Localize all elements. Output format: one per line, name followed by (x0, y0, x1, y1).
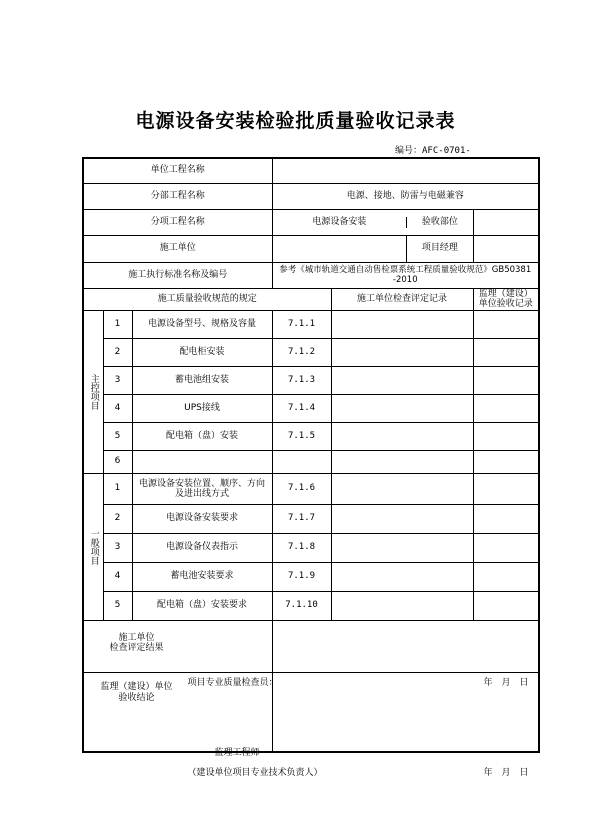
standard-label: 施工执行标准名称及编号 (83, 262, 272, 288)
supervisor-header-line1: 监理（建设） (478, 289, 533, 299)
main-item-clause (272, 450, 331, 473)
standard-row (83, 262, 539, 288)
page-title: 电源设备安装检验批质量验收记录表 (135, 110, 456, 132)
main-item-name (132, 450, 272, 473)
general-item-clause: 7.1.9 (272, 562, 331, 591)
constructor-row (83, 235, 539, 262)
general-item-constructor-record[interactable] (331, 562, 473, 591)
spec-header: 施工质量验收规范的规定 (83, 288, 331, 310)
main-item-clause: 7.1.1 (272, 310, 331, 338)
main-item-supervisor-record[interactable] (473, 366, 539, 394)
constructor-eval-label-line2: 检查评定结果 (109, 643, 164, 653)
subitem-cell (272, 209, 473, 235)
inspector-label: 项目专业质量检查员： (187, 678, 278, 688)
general-item-supervisor-record[interactable] (473, 504, 539, 533)
main-item-no: 6 (103, 450, 132, 473)
general-item-constructor-record[interactable] (331, 504, 473, 533)
main-item-supervisor-record[interactable] (473, 450, 539, 473)
general-item-supervisor-record[interactable] (473, 591, 539, 620)
main-item-constructor-record[interactable] (331, 366, 473, 394)
main-item-supervisor-record[interactable] (473, 310, 539, 338)
division-label: 分部工程名称 (83, 183, 272, 209)
standard-value-line2: -2010 (392, 275, 418, 285)
main-item-row (83, 366, 539, 394)
general-item-name-line2: 及进出线方式 (175, 488, 230, 499)
supervisor-eval-label-line2: 验收结论 (118, 692, 155, 703)
main-item-name: UPS接线 (132, 394, 272, 422)
main-item-constructor-record[interactable] (331, 422, 473, 450)
division-row (83, 183, 539, 209)
general-item-no: 5 (103, 591, 132, 620)
general-item-clause: 7.1.10 (272, 591, 331, 620)
main-item-constructor-record[interactable] (331, 450, 473, 473)
form-code (395, 143, 471, 156)
supervisor-header-line2: 单位验收记录 (478, 299, 533, 309)
constructor-record-header: 施工单位检查评定记录 (331, 288, 473, 310)
general-item-row (83, 591, 539, 620)
general-item-supervisor-record[interactable] (473, 562, 539, 591)
general-item-row (83, 473, 539, 504)
main-item-row (83, 422, 539, 450)
constructor-value[interactable] (273, 236, 407, 262)
supervisor-record-header (473, 288, 539, 310)
pm-value[interactable] (473, 235, 539, 262)
general-item-name: 电源设备安装要求 (132, 504, 272, 533)
main-item-constructor-record[interactable] (331, 394, 473, 422)
general-group-text: 一般项目 (88, 528, 99, 565)
general-item-name: 配电箱（盘）安装要求 (132, 591, 272, 620)
supervisor-eval-row (83, 672, 539, 752)
main-item-name: 蓄电池组安装 (132, 366, 272, 394)
constructor-eval-date: 年 月 日 (483, 678, 529, 688)
constructor-cell (272, 235, 473, 262)
general-item-constructor-record[interactable] (331, 591, 473, 620)
general-group-label (83, 473, 103, 620)
subitem-label: 分项工程名称 (83, 209, 272, 235)
constructor-eval-label-line1: 施工单位 (118, 633, 155, 643)
inspection-table (82, 157, 540, 778)
supervisor-engineer-note: （建设单位项目专业技术负责人） (187, 767, 323, 778)
main-item-clause: 7.1.5 (272, 422, 331, 450)
general-item-constructor-record[interactable] (331, 473, 473, 504)
constructor-label: 施工单位 (83, 235, 272, 262)
general-item-row (83, 504, 539, 533)
general-item-name-line1: 电源设备安装位置、顺序、方向 (139, 478, 266, 489)
main-item-no: 5 (103, 422, 132, 450)
acceptance-part-label: 验收部位 (406, 217, 472, 228)
main-item-no: 4 (103, 394, 132, 422)
general-item-row (83, 533, 539, 562)
general-item-constructor-record[interactable] (331, 533, 473, 562)
general-item-name: 蓄电池安装要求 (132, 562, 272, 591)
acceptance-part-value[interactable] (473, 209, 539, 235)
general-item-no: 2 (103, 504, 132, 533)
main-item-supervisor-record[interactable] (473, 338, 539, 366)
unit-project-value[interactable] (272, 158, 539, 183)
general-item-clause: 7.1.8 (272, 533, 331, 562)
supervisor-eval-date: 年 月 日 (483, 767, 529, 778)
supervisor-eval-label-line1: 监理（建设）单位 (100, 681, 173, 692)
main-item-no: 1 (103, 310, 132, 338)
subitem-value: 电源设备安装 (312, 216, 367, 227)
standard-value (272, 262, 539, 288)
general-item-clause: 7.1.6 (272, 473, 331, 504)
constructor-eval-label (83, 620, 272, 672)
main-item-clause: 7.1.3 (272, 366, 331, 394)
unit-project-label: 单位工程名称 (83, 158, 272, 183)
main-group-label (83, 310, 103, 473)
main-item-clause: 7.1.4 (272, 394, 331, 422)
general-item-clause: 7.1.7 (272, 504, 331, 533)
general-item-supervisor-record[interactable] (473, 533, 539, 562)
main-item-row (83, 450, 539, 473)
standard-value-line1: 参考《城市轨道交通自动售检票系统工程质量验收规范》GB50381 (279, 265, 532, 275)
main-item-constructor-record[interactable] (331, 338, 473, 366)
main-item-row (83, 310, 539, 338)
column-header-row (83, 288, 539, 310)
main-item-supervisor-record[interactable] (473, 422, 539, 450)
main-item-name: 配电箱（盘）安装 (132, 422, 272, 450)
main-item-no: 2 (103, 338, 132, 366)
general-item-no: 1 (103, 473, 132, 504)
constructor-eval-row (83, 620, 539, 672)
unit-project-row (83, 158, 539, 183)
general-item-no: 3 (103, 533, 132, 562)
main-item-name: 电源设备型号、规格及容量 (132, 310, 272, 338)
general-item-name: 电源设备仪表指示 (132, 533, 272, 562)
division-value: 电源、接地、防雷与电磁兼容 (272, 183, 539, 209)
general-item-name (132, 473, 272, 504)
general-item-row (83, 562, 539, 591)
form-code-label: 编号： (395, 146, 423, 156)
supervisor-engineer-label: 监理工程师 (214, 747, 260, 758)
main-item-supervisor-record[interactable] (473, 394, 539, 422)
general-item-no: 4 (103, 562, 132, 591)
main-item-clause: 7.1.2 (272, 338, 331, 366)
main-item-constructor-record[interactable] (331, 310, 473, 338)
constructor-eval-area[interactable] (187, 620, 539, 688)
subitem-row (83, 209, 539, 235)
pm-label: 项目经理 (406, 236, 472, 262)
main-item-no: 3 (103, 366, 132, 394)
main-item-name: 配电柜安装 (132, 338, 272, 366)
main-item-row (83, 394, 539, 422)
main-item-row (83, 338, 539, 366)
form-code-value: AFC-0701- (422, 146, 471, 156)
main-group-text: 主控项目 (88, 373, 99, 410)
general-item-supervisor-record[interactable] (473, 473, 539, 504)
